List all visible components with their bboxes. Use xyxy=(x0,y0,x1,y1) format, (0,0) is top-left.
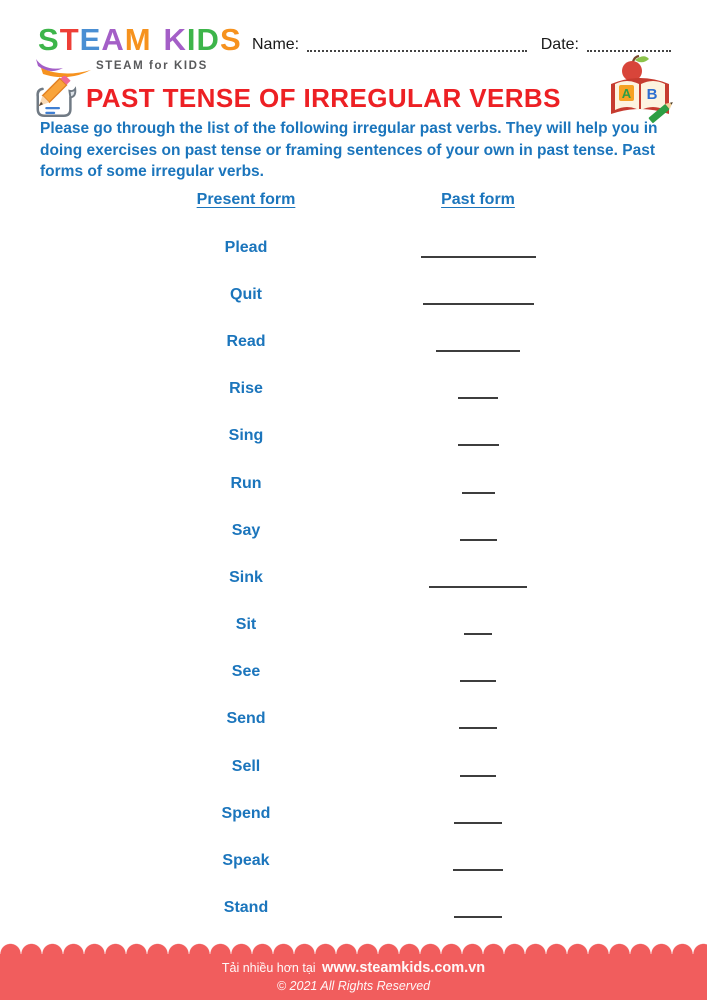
past-form-blank-line[interactable] xyxy=(462,492,495,494)
past-form-cell xyxy=(318,460,638,507)
past-form-blank-line[interactable] xyxy=(460,775,496,777)
column-header-present: Present form xyxy=(196,191,296,208)
verb-row xyxy=(0,790,707,837)
past-form-blank-line[interactable] xyxy=(453,869,503,871)
book-letter-a: A xyxy=(621,86,632,101)
present-verb-label: Sell xyxy=(231,757,261,775)
book-abc-icon xyxy=(605,54,675,126)
past-form-cell xyxy=(318,649,638,696)
footer-prefix-text: Tải nhiều hơn tại xyxy=(221,961,316,975)
footer-band xyxy=(0,954,707,1000)
present-verb-label: Say xyxy=(231,521,261,539)
past-form-blank-line[interactable] xyxy=(458,397,498,399)
present-verb-label: Sing xyxy=(228,427,264,445)
past-form-blank-line[interactable] xyxy=(421,256,536,258)
verb-row xyxy=(0,460,707,507)
past-form-cell xyxy=(318,743,638,790)
verb-row xyxy=(0,413,707,460)
verb-row xyxy=(0,318,707,365)
verb-row xyxy=(0,743,707,790)
past-form-blank-line[interactable] xyxy=(454,916,502,918)
name-input-line[interactable] xyxy=(307,38,527,52)
column-headers xyxy=(0,191,707,215)
present-verb-label: Spend xyxy=(221,804,271,822)
past-form-blank-line[interactable] xyxy=(464,633,492,635)
past-form-blank-line[interactable] xyxy=(460,680,496,682)
past-form-cell xyxy=(318,318,638,365)
logo-letter: D xyxy=(196,22,220,57)
present-verb-label: Sink xyxy=(229,568,263,586)
past-form-blank-line[interactable] xyxy=(458,444,499,446)
present-verb-label: Speak xyxy=(222,852,270,870)
verb-row xyxy=(0,885,707,932)
past-form-blank-line[interactable] xyxy=(460,539,497,541)
logo-subtitle: STEAM for KIDS xyxy=(96,60,208,72)
logo-letter: A xyxy=(101,22,125,57)
past-form-cell xyxy=(318,271,638,318)
past-form-cell xyxy=(318,507,638,554)
past-form-cell xyxy=(318,885,638,932)
present-verb-label: Quit xyxy=(230,285,262,303)
present-verb-label: Send xyxy=(226,710,266,728)
name-date-row xyxy=(252,36,671,54)
logo-wordmark xyxy=(38,24,248,55)
present-verb-label: Rise xyxy=(229,380,263,398)
past-form-cell xyxy=(318,366,638,413)
book-letter-b: B xyxy=(646,86,658,103)
past-form-blank-line[interactable] xyxy=(436,350,520,352)
past-form-cell xyxy=(318,554,638,601)
name-label: Name: xyxy=(252,36,300,53)
past-form-cell xyxy=(318,413,638,460)
present-verb-label: Stand xyxy=(223,899,269,917)
verb-row xyxy=(0,696,707,743)
verb-row xyxy=(0,837,707,884)
present-verb-label: Sit xyxy=(235,616,257,634)
verb-row xyxy=(0,507,707,554)
verb-list xyxy=(0,224,707,932)
present-verb-label: Read xyxy=(226,332,266,350)
memo-pencil-icon xyxy=(32,76,80,121)
footer-scallop-edge xyxy=(0,943,707,954)
date-input-line[interactable] xyxy=(587,38,671,52)
logo-letter: S xyxy=(219,22,242,57)
verb-row xyxy=(0,224,707,271)
past-form-blank-line[interactable] xyxy=(454,822,502,824)
past-form-cell xyxy=(318,790,638,837)
logo-letter: K xyxy=(163,22,187,57)
verb-row xyxy=(0,649,707,696)
verb-row xyxy=(0,554,707,601)
footer xyxy=(0,943,707,1000)
past-form-blank-line[interactable] xyxy=(429,586,527,588)
page-title: PAST TENSE OF IRREGULAR VERBS xyxy=(86,83,561,113)
logo-letter: I xyxy=(186,22,197,57)
steam-kids-logo xyxy=(38,24,248,72)
past-form-cell xyxy=(318,837,638,884)
title-row xyxy=(32,76,561,121)
present-verb-label: See xyxy=(231,663,261,681)
present-verb-label: Plead xyxy=(224,238,268,256)
logo-letter: M xyxy=(124,22,152,57)
past-form-cell xyxy=(318,696,638,743)
past-form-blank-line[interactable] xyxy=(459,727,497,729)
present-verb-label: Run xyxy=(230,474,262,492)
footer-website-link[interactable]: www.steamkids.com.vn xyxy=(322,960,486,976)
past-form-blank-line[interactable] xyxy=(423,303,534,305)
logo-letter: T xyxy=(59,22,80,57)
footer-copyright: © 2021 All Rights Reserved xyxy=(276,979,431,993)
past-form-cell xyxy=(318,602,638,649)
past-form-cell xyxy=(318,224,638,271)
instructions-text: Please go through the list of the following irregular past verbs. They will help you in doing exercises on past tense or framing sentences of your own in past tense. Past forms of some irregular verbs. xyxy=(40,120,658,180)
date-label: Date: xyxy=(540,36,579,53)
column-header-past: Past form xyxy=(441,191,515,208)
logo-letter: E xyxy=(79,22,102,57)
verb-row xyxy=(0,271,707,318)
verb-row xyxy=(0,602,707,649)
footer-download-line xyxy=(0,960,707,976)
logo-letter: S xyxy=(38,22,60,57)
verb-row xyxy=(0,366,707,413)
logo-swoosh-icon xyxy=(34,57,130,77)
